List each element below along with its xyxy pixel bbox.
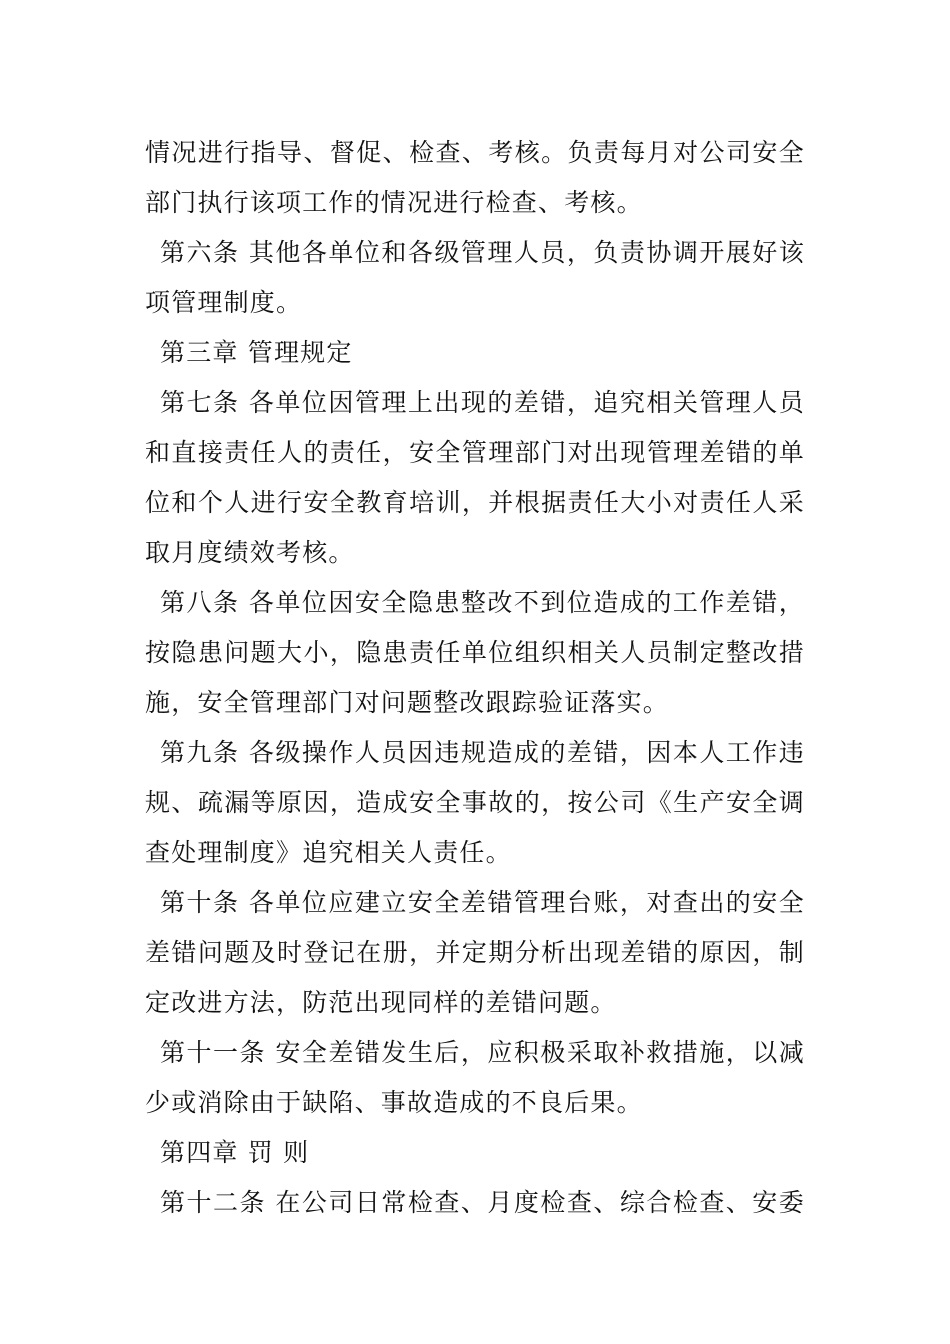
text-line: 差错问题及时登记在册，并定期分析出现差错的原因，制 bbox=[145, 938, 805, 967]
article-heading-line: 第十一条 安全差错发生后，应积极采取补救措施，以减 bbox=[160, 1038, 805, 1067]
text-line: 定改进方法，防范出现同样的差错问题。 bbox=[145, 988, 617, 1017]
chapter-heading: 第四章 罚 则 bbox=[160, 1138, 310, 1167]
text-line: 情况进行指导、督促、检查、考核。负责每月对公司安全 bbox=[145, 138, 805, 167]
text-line: 查处理制度》追究相关人责任。 bbox=[145, 838, 512, 867]
article-heading-line: 第十二条 在公司日常检查、月度检查、综合检查、安委 bbox=[160, 1188, 805, 1217]
text-line: 部门执行该项工作的情况进行检查、考核。 bbox=[145, 188, 643, 217]
article-heading-line: 第六条 其他各单位和各级管理人员，负责协调开展好该 bbox=[160, 238, 805, 267]
text-line: 和直接责任人的责任，安全管理部门对出现管理差错的单 bbox=[145, 438, 805, 467]
article-heading-line: 第七条 各单位因管理上出现的差错，追究相关管理人员 bbox=[160, 388, 805, 417]
article-heading-line: 第九条 各级操作人员因违规造成的差错，因本人工作违 bbox=[160, 738, 805, 767]
text-line: 规、疏漏等原因，造成安全事故的，按公司《生产安全调 bbox=[145, 788, 805, 817]
text-line: 少或消除由于缺陷、事故造成的不良后果。 bbox=[145, 1088, 643, 1117]
text-line: 取月度绩效考核。 bbox=[145, 538, 355, 567]
chapter-heading: 第三章 管理规定 bbox=[160, 338, 353, 367]
article-heading-line: 第十条 各单位应建立安全差错管理台账，对查出的安全 bbox=[160, 888, 805, 917]
text-line: 位和个人进行安全教育培训，并根据责任大小对责任人采 bbox=[145, 488, 805, 517]
text-line: 施，安全管理部门对问题整改跟踪验证落实。 bbox=[145, 688, 670, 717]
text-line: 按隐患问题大小，隐患责任单位组织相关人员制定整改措 bbox=[145, 638, 805, 667]
text-line: 项管理制度。 bbox=[145, 288, 303, 317]
article-heading-line: 第八条 各单位因安全隐患整改不到位造成的工作差错， bbox=[160, 588, 805, 617]
